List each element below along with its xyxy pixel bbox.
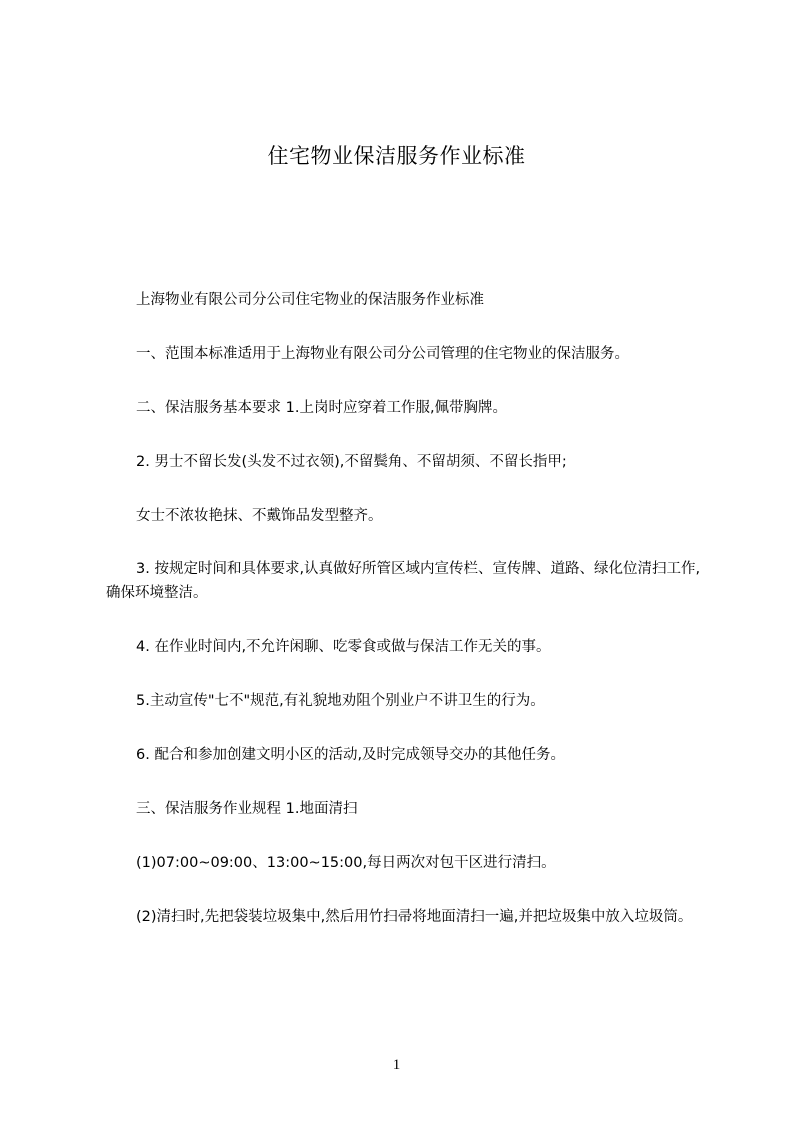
paragraph-sub-1: (1)07:00~09:00、13:00~15:00,每日两次对包干区进行清扫。 bbox=[136, 855, 556, 871]
paragraph-item-3: 3. 按规定时间和具体要求,认真做好所管区域内宣传栏、宣传牌、道路、绿化位清扫工作,确保环境整洁。 bbox=[106, 561, 701, 601]
paragraph-scope: 一、范围本标准适用于上海物业有限公司分公司管理的住宅物业的保洁服务。 bbox=[136, 346, 629, 362]
paragraph-item-2-women: 女士不浓妆艳抹、不戴饰品发型整齐。 bbox=[136, 508, 383, 524]
paragraph-procedures: 三、保洁服务作业规程 1.地面清扫 bbox=[136, 801, 358, 817]
paragraph-basic-requirements: 二、保洁服务基本要求 1.上岗时应穿着工作服,佩带胸牌。 bbox=[136, 400, 508, 416]
paragraph-item-4: 4. 在作业时间内,不允许闲聊、吃零食或做与保洁工作无关的事。 bbox=[136, 639, 551, 655]
paragraph-sub-2: (2)清扫时,先把袋装垃圾集中,然后用竹扫帚将地面清扫一遍,并把垃圾集中放入垃圾筒。 bbox=[136, 909, 693, 925]
paragraph-item-5: 5.主动宣传"七不"规范,有礼貌地劝阻个别业户不讲卫生的行为。 bbox=[136, 693, 545, 709]
page-number: 1 bbox=[392, 1057, 401, 1073]
paragraph-item-6: 6. 配合和参加创建文明小区的活动,及时完成领导交办的其他任务。 bbox=[136, 747, 566, 763]
paragraph-heading: 上海物业有限公司分公司住宅物业的保洁服务作业标准 bbox=[136, 292, 484, 308]
document-title: 住宅物业保洁服务作业标准 bbox=[267, 144, 526, 168]
paragraph-item-2-men: 2. 男士不留长发(头发不过衣领),不留鬓角、不留胡须、不留长指甲; bbox=[136, 454, 567, 470]
